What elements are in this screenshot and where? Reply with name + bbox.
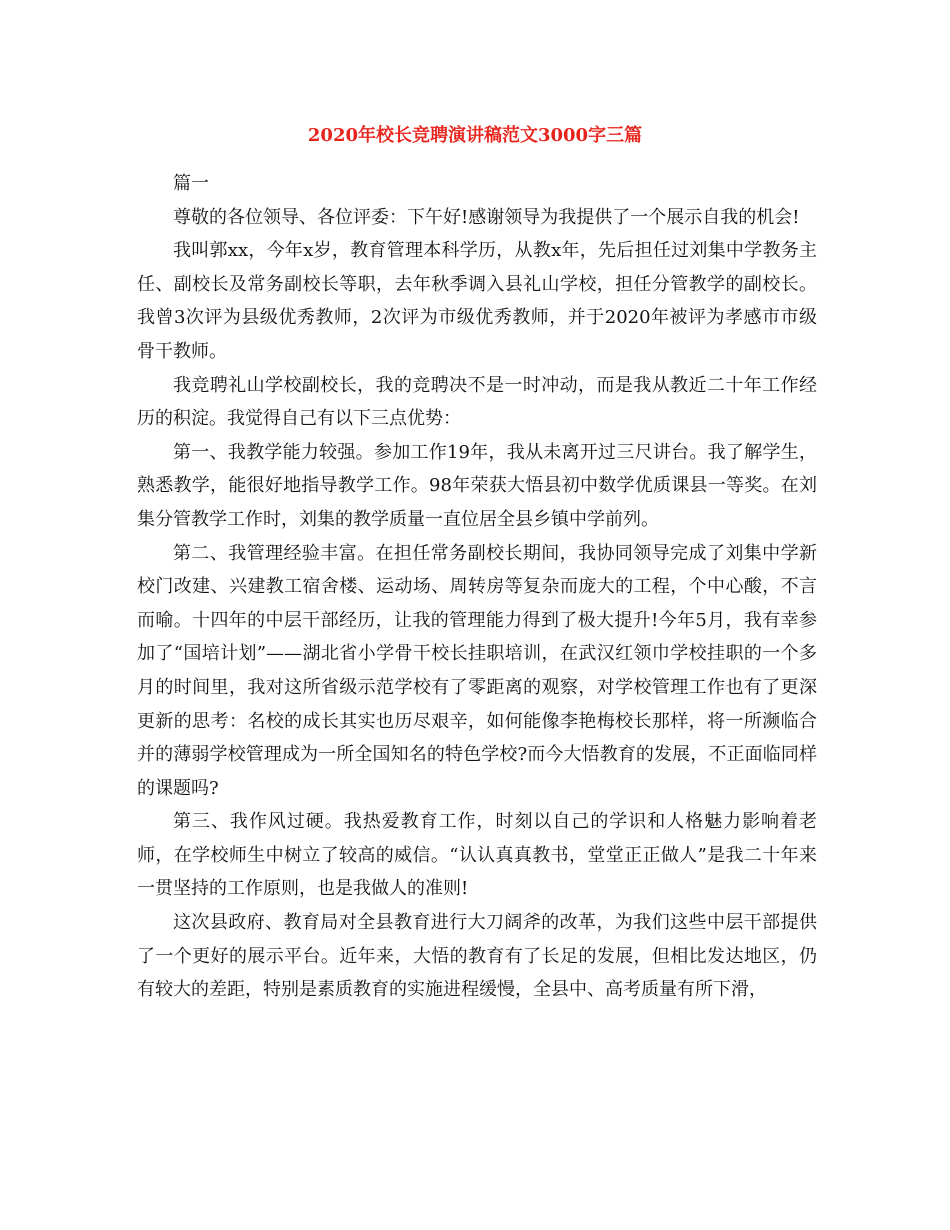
paragraph-self-introduction: 我叫郭xx，今年x岁，教育管理本科学历，从教x年，先后担任过刘集中学教务主任、副校长及常务副校长等职，去年秋季调入县礼山学校，担任分管教学的副校长。我曾3次评为县级优秀教师，2次评为市级优秀教师，并于2020年被评为孝感市市级骨干教师。 <box>137 240 817 362</box>
document-title: 2020年校长竞聘演讲稿范文3000字三篇 <box>307 125 643 146</box>
paragraph-greeting: 尊敬的各位领导、各位评委：下午好!感谢领导为我提供了一个展示自我的机会! <box>173 206 800 228</box>
paragraph-section-heading: 篇一 <box>173 173 209 194</box>
paragraph-advantage-two: 第二、我管理经验丰富。在担任常务副校长期间，我协同领导完成了刘集中学新校门改建、兴建教工宿舍楼、运动场、周转房等复杂而庞大的工程，个中心酸，不言而喻。十四年的中层干部经历，让我的管理能力得到了极大提升!今年5月，我有幸参加了“国培计划”——湖北省小学骨干校长挂职培训，在武汉红领巾学校挂职的一个多月的时间里，我对这所省级示范学校有了零距离的观察，对学校管理工作也有了更深更新的思考：名校的成长其实也历尽艰辛，如何能像李艳梅校长那样，将一所濒临合并的薄弱学校管理成为一所全国知名的特色学校?而今大悟教育的发展，不正面临同样的课题吗? <box>137 542 817 799</box>
paragraph-motivation: 我竞聘礼山学校副校长，我的竞聘决不是一时冲动，而是我从教近二十年工作经历的积淀。我觉得自己有以下三点优势： <box>137 374 817 430</box>
paragraph-advantage-three: 第三、我作风过硬。我热爱教育工作，时刻以自己的学识和人格魅力影响着老师，在学校师生中树立了较高的威信。“认认真真教书，堂堂正正做人”是我二十年来一贯坚持的工作原则，也是我做人的准则! <box>137 811 817 900</box>
document-body <box>137 167 817 1007</box>
paragraph-advantage-one: 第一、我教学能力较强。参加工作19年，我从未离开过三尺讲台。我了解学生，熟悉教学，能很好地指导教学工作。98年荣获大悟县初中数学优质课县一等奖。在刘集分管教学工作时，刘集的教学质量一直位居全县乡镇中学前列。 <box>137 441 817 530</box>
paragraph-reform-context: 这次县政府、教育局对全县教育进行大刀阔斧的改革，为我们这些中层干部提供了一个更好的展示平台。近年来，大悟的教育有了长足的发展，但相比发达地区，仍有较大的差距，特别是素质教育的实施进程缓慢，全县中、高考质量有所下滑， <box>137 912 817 1001</box>
